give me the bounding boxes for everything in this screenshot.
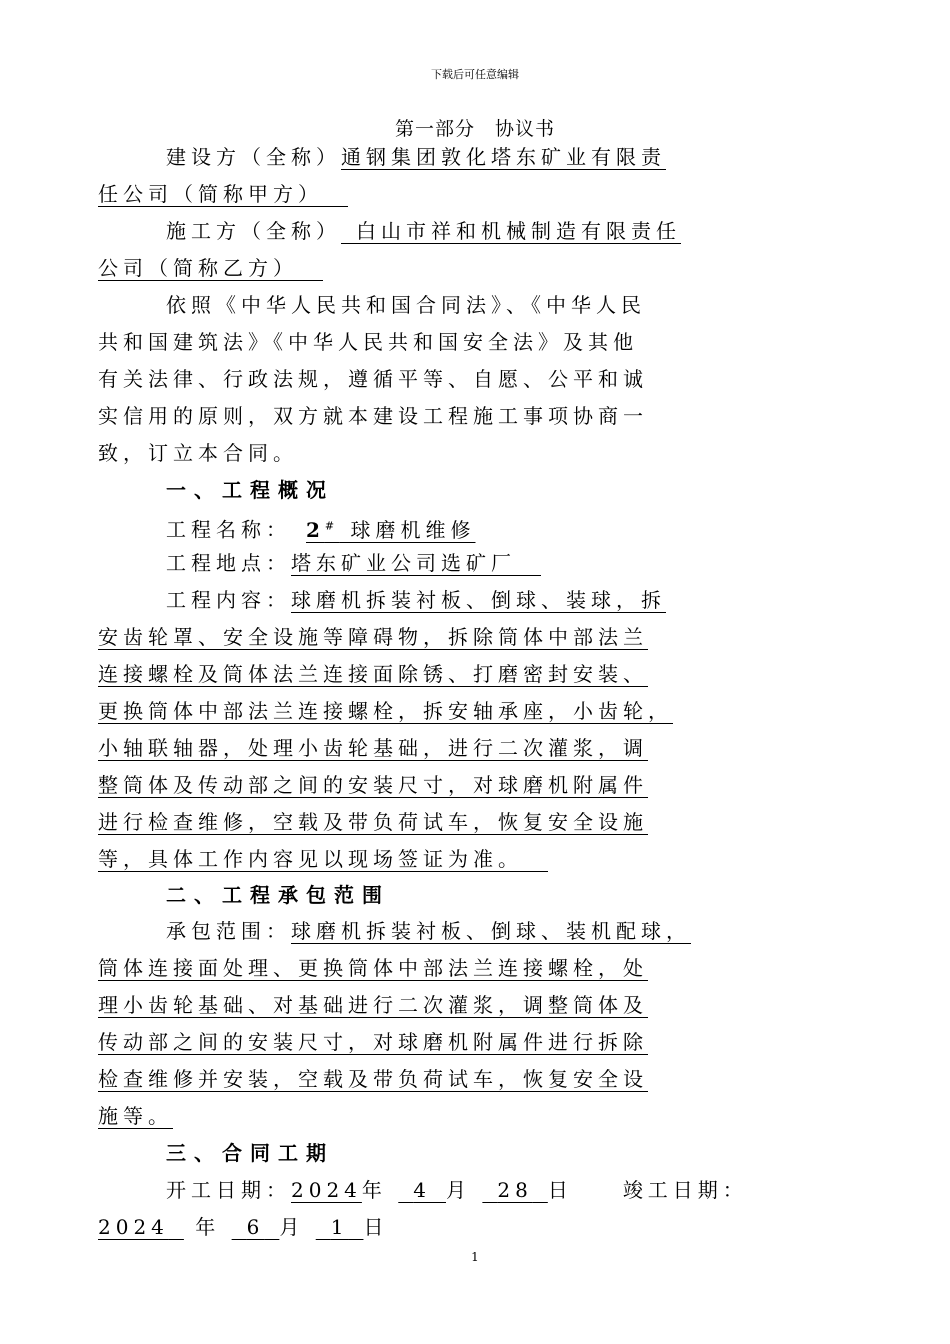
project-content-text: 进行检查维修，空载及带负荷试车，恢复安全设施 <box>98 810 648 834</box>
project-content-line <box>166 587 666 613</box>
party-b-value: 白山市祥和机械制造有限责任 <box>356 219 681 243</box>
project-content-text: 小轴联轴器，处理小齿轮基础，进行二次灌浆，调 <box>98 736 648 760</box>
preamble-line: 共和国建筑法》《中华人民共和国安全法》及其他 <box>98 330 638 354</box>
party-a-label: 建设方（全称） <box>166 145 341 169</box>
project-location-line <box>166 550 541 576</box>
end-year: 2024 <box>98 1215 169 1239</box>
scope-text: 施等。 <box>98 1104 173 1128</box>
project-name-line <box>166 513 476 542</box>
start-day: 28 <box>497 1178 533 1202</box>
section-2-heading: 二、工程承包范围 <box>166 883 390 907</box>
party-a-value: 通钢集团敦化塔东矿业有限责 <box>341 145 666 169</box>
start-month: 4 <box>413 1178 431 1202</box>
project-location-label: 工程地点： <box>166 551 291 575</box>
page-number: 1 <box>471 1250 479 1264</box>
project-content-text: 整筒体及传动部之间的安装尺寸，对球磨机附属件 <box>98 773 648 797</box>
scope-label: 承包范围： <box>166 919 291 943</box>
preamble-line: 依照《中华人民共和国合同法》、《中华人民 <box>166 293 646 317</box>
end-date-line: 2024 年 6 月 1 日 <box>98 1215 389 1239</box>
party-a-line <box>166 144 666 170</box>
start-date-line: 开工日期：2024年 4 月 28 日 竣工日期： <box>166 1178 748 1202</box>
start-date-label: 开工日期： <box>166 1178 291 1202</box>
project-location-value: 塔东矿业公司选矿厂 <box>291 551 516 575</box>
project-name-value: 2# 球磨机维修 <box>306 517 476 542</box>
scope-line <box>166 918 691 944</box>
section-1-heading: 一、工程概况 <box>166 478 334 502</box>
end-month: 6 <box>246 1215 265 1239</box>
scope-text: 球磨机拆装衬板、倒球、装机配球， <box>291 919 691 943</box>
project-content-text: 球磨机拆装衬板、倒球、装球，拆 <box>291 588 666 612</box>
scope-text: 筒体连接面处理、更换筒体中部法兰连接螺栓，处 <box>98 956 648 980</box>
project-content-last-line <box>98 846 548 872</box>
scope-text: 检查维修并安装，空载及带负荷试车，恢复安全设 <box>98 1067 648 1091</box>
party-b-label: 施工方（全称） <box>166 219 341 243</box>
party-b-line <box>166 218 681 244</box>
project-content-text: 等，具体工作内容见以现场签证为准。 <box>98 847 523 871</box>
project-content-text: 更换筒体中部法兰连接螺栓，拆安轴承座，小齿轮， <box>98 699 673 723</box>
preamble-line: 致，订立本合同。 <box>98 441 298 465</box>
project-content-text: 安齿轮罩、安全设施等障碍物，拆除筒体中部法兰 <box>98 625 648 649</box>
preamble-line: 有关法律、行政法规，遵循平等、自愿、公平和诚 <box>98 367 648 391</box>
party-a-line-2 <box>98 181 348 207</box>
project-name-label: 工程名称： <box>166 517 291 542</box>
project-content-text: 连接螺栓及筒体法兰连接面除锈、打磨密封安装、 <box>98 662 648 686</box>
preamble-line: 实信用的原则，双方就本建设工程施工事项协商一 <box>98 404 648 428</box>
end-date-label: 竣工日期： <box>622 1178 748 1202</box>
end-day: 1 <box>330 1215 349 1239</box>
party-b-value-cont: 公司（简称乙方） <box>98 256 298 280</box>
page-title: 第一部分 协议书 <box>394 118 555 140</box>
scope-text: 传动部之间的安装尺寸，对球磨机附属件进行拆除 <box>98 1030 648 1054</box>
party-b-line-2 <box>98 255 323 281</box>
party-a-value-cont: 任公司（简称甲方） <box>98 182 323 206</box>
project-content-label: 工程内容： <box>166 588 291 612</box>
start-year: 2024 <box>291 1178 362 1202</box>
section-3-heading: 三、合同工期 <box>166 1141 334 1165</box>
scope-text: 理小齿轮基础、对基础进行二次灌浆，调整筒体及 <box>98 993 648 1017</box>
page-header: 下载后可任意编辑 <box>431 68 519 81</box>
